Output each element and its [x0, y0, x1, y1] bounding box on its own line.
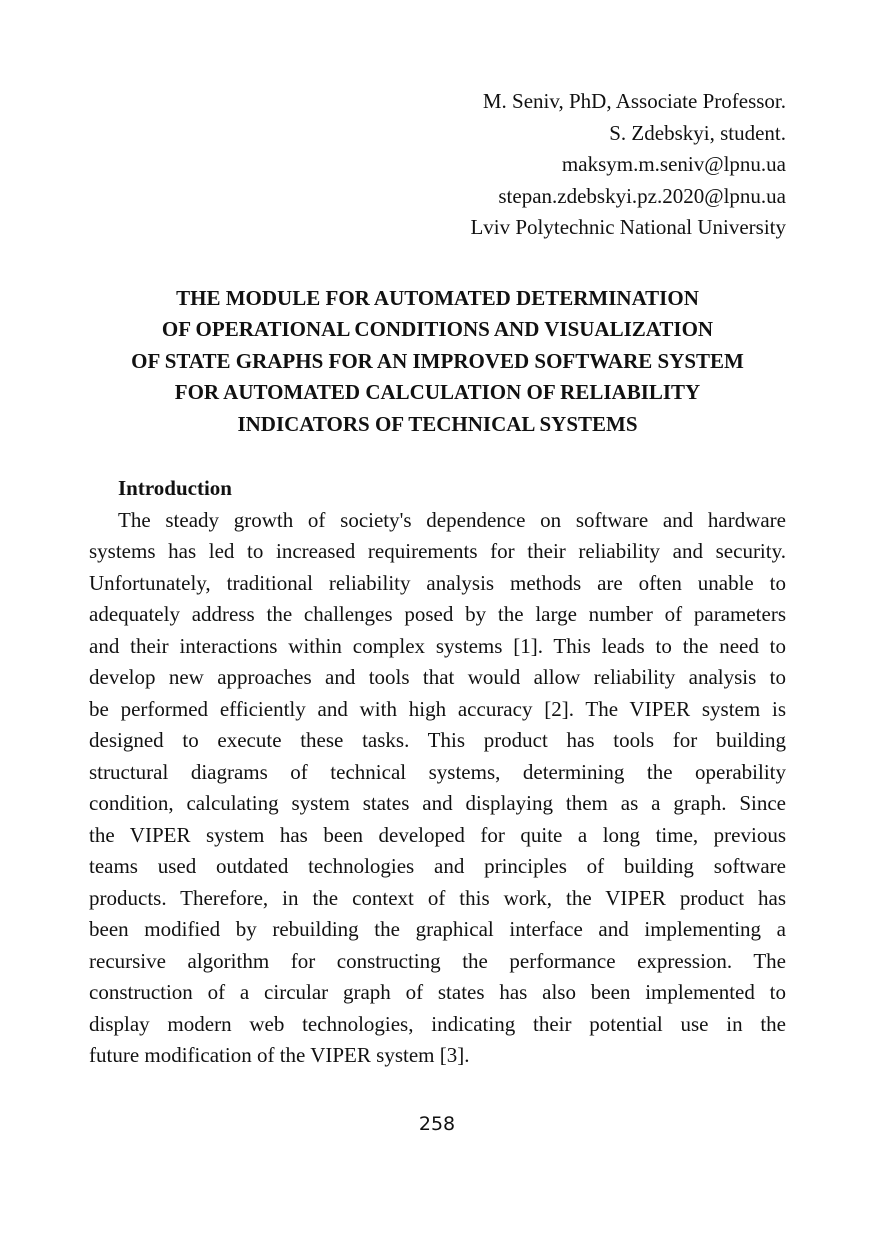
paragraph-line: and their interactions within complex systems [1]. This leads to the need to — [89, 633, 786, 658]
paragraph-line: teams used outdated technologies and principles of building software — [89, 854, 786, 878]
author-affiliation: Lviv Polytechnic National University — [470, 215, 786, 239]
title-line: INDICATORS OF TECHNICAL SYSTEMS — [237, 411, 638, 436]
author-email: stepan.zdebskyi.pz.2020@lpnu.ua — [498, 183, 786, 208]
paragraph-line: products. Therefore, in the context of this work, the VIPER product has — [89, 885, 786, 910]
title-line: FOR AUTOMATED CALCULATION OF RELIABILITY — [174, 380, 701, 404]
author-line: M. Seniv, PhD, Associate Professor. — [482, 89, 786, 113]
author-line: S. Zdebskyi, student. — [609, 120, 786, 145]
title-line: OF OPERATIONAL CONDITIONS AND VISUALIZATION — [161, 317, 714, 341]
paragraph-line: future modification of the VIPER system [3]. — [89, 1043, 470, 1067]
section-heading: Introduction — [118, 476, 232, 500]
title-line: THE MODULE FOR AUTOMATED DETERMINATION — [176, 285, 699, 310]
paragraph-line: the VIPER system has been developed for quite a long time, previous — [89, 822, 786, 847]
paragraph-line: be performed efficiently and with high accuracy [2]. The VIPER system is — [89, 696, 786, 721]
paragraph-line: construction of a circular graph of states has also been implemented to — [89, 980, 786, 1004]
paragraph-line: structural diagrams of technical systems, determining the operability — [89, 759, 786, 784]
author-email: maksym.m.seniv@lpnu.ua — [561, 152, 786, 176]
paragraph-line: recursive algorithm for constructing the performance expression. The — [89, 948, 786, 973]
paragraph-line: develop new approaches and tools that would allow reliability analysis to — [89, 665, 786, 689]
paragraph-line: been modified by rebuilding the graphical interface and implementing a — [89, 917, 786, 941]
paragraph-line: condition, calculating system states and displaying them as a graph. Since — [89, 791, 786, 815]
paragraph-line: The steady growth of society's dependence on software and hardware — [118, 507, 786, 532]
body-paragraph — [89, 505, 786, 1072]
page-number: 258 — [418, 1113, 456, 1135]
paragraph-line: systems has led to increased requirements for their reliability and security. — [89, 539, 786, 563]
document-page — [89, 86, 786, 1072]
paper-title — [89, 283, 786, 441]
paragraph-line: Unfortunately, traditional reliability analysis methods are often unable to — [89, 570, 786, 595]
title-line: OF STATE GRAPHS FOR AN IMPROVED SOFTWARE SYSTEM — [131, 348, 744, 373]
paragraph-line: designed to execute these tasks. This product has tools for building — [89, 728, 786, 752]
paragraph-line: display modern web technologies, indicating their potential use in the — [89, 1011, 786, 1036]
paragraph-line: adequately address the challenges posed by the large number of parameters — [89, 602, 786, 626]
author-block — [89, 86, 786, 244]
